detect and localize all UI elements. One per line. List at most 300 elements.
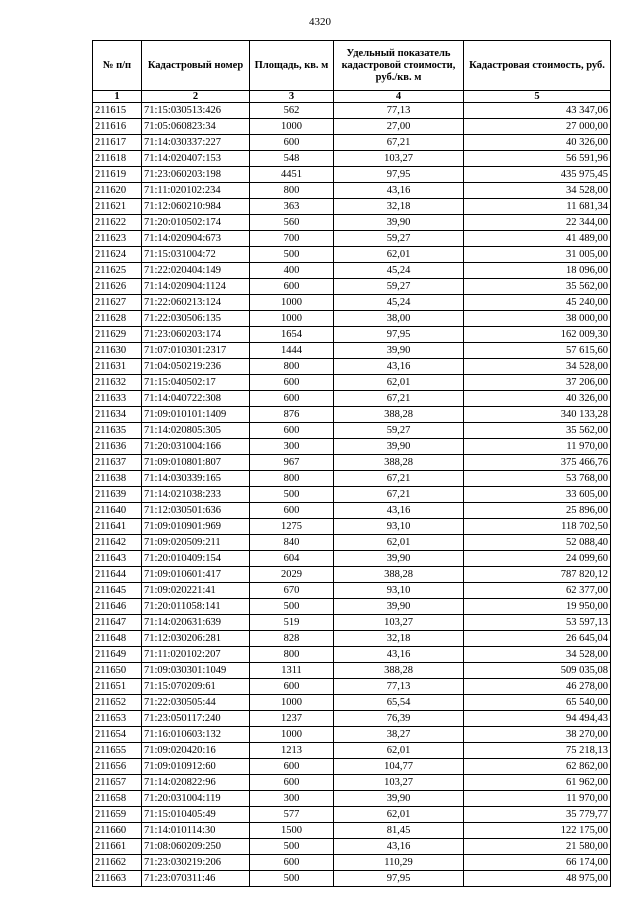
cadastral-number-cell: 71:14:010114:30 (142, 823, 250, 839)
unit-value-cell: 388,28 (334, 567, 464, 583)
cadastral-value-cell: 35 562,00 (464, 423, 611, 439)
cadastral-number-cell: 71:09:010101:1409 (142, 407, 250, 423)
header-cadastral-value: Кадастровая стоимость, руб. (464, 41, 611, 91)
table-row (93, 535, 611, 551)
unit-value-cell: 38,00 (334, 311, 464, 327)
area-cell: 600 (250, 855, 334, 871)
area-cell: 1213 (250, 743, 334, 759)
unit-value-cell: 45,24 (334, 263, 464, 279)
table-row (93, 471, 611, 487)
cadastral-number-cell: 71:04:050219:236 (142, 359, 250, 375)
unit-value-cell: 62,01 (334, 743, 464, 759)
area-cell: 1000 (250, 311, 334, 327)
area-cell: 700 (250, 231, 334, 247)
row-number-cell: 211656 (93, 759, 142, 775)
area-cell: 300 (250, 791, 334, 807)
unit-value-cell: 110,29 (334, 855, 464, 871)
row-number-cell: 211633 (93, 391, 142, 407)
area-cell: 500 (250, 871, 334, 887)
unit-value-cell: 39,90 (334, 439, 464, 455)
table-row (93, 503, 611, 519)
row-number-cell: 211629 (93, 327, 142, 343)
cadastral-number-cell: 71:14:020904:673 (142, 231, 250, 247)
area-cell: 1000 (250, 695, 334, 711)
unit-value-cell: 97,95 (334, 167, 464, 183)
cadastral-value-cell: 34 528,00 (464, 359, 611, 375)
area-cell: 800 (250, 647, 334, 663)
row-number-cell: 211630 (93, 343, 142, 359)
area-cell: 600 (250, 375, 334, 391)
cadastral-number-cell: 71:23:030219:206 (142, 855, 250, 871)
cadastral-number-cell: 71:12:030206:281 (142, 631, 250, 647)
area-cell: 562 (250, 103, 334, 119)
row-number-cell: 211618 (93, 151, 142, 167)
row-number-cell: 211662 (93, 855, 142, 871)
area-cell: 600 (250, 503, 334, 519)
cadastral-value-cell: 94 494,43 (464, 711, 611, 727)
table-row (93, 391, 611, 407)
row-number-cell: 211659 (93, 807, 142, 823)
header-cadastral-number: Кадастровый номер (142, 41, 250, 91)
row-number-cell: 211623 (93, 231, 142, 247)
cadastral-number-cell: 71:20:031004:119 (142, 791, 250, 807)
cadastral-value-cell: 57 615,60 (464, 343, 611, 359)
table-row (93, 247, 611, 263)
table-row (93, 199, 611, 215)
cadastral-value-cell: 56 591,96 (464, 151, 611, 167)
header-unit-value: Удельный показатель кадастровой стоимости, руб./кв. м (334, 41, 464, 91)
cadastral-value-cell: 34 528,00 (464, 647, 611, 663)
cadastral-value-cell: 40 326,00 (464, 135, 611, 151)
cadastral-value-cell: 24 099,60 (464, 551, 611, 567)
cadastral-value-cell: 45 240,00 (464, 295, 611, 311)
unit-value-cell: 59,27 (334, 231, 464, 247)
cadastral-value-cell: 19 950,00 (464, 599, 611, 615)
cadastral-number-cell: 71:05:060823:34 (142, 119, 250, 135)
table-row (93, 359, 611, 375)
unit-value-cell: 39,90 (334, 343, 464, 359)
unit-value-cell: 388,28 (334, 663, 464, 679)
table-row (93, 647, 611, 663)
row-number-cell: 211638 (93, 471, 142, 487)
unit-value-cell: 43,16 (334, 647, 464, 663)
unit-value-cell: 32,18 (334, 199, 464, 215)
cadastral-number-cell: 71:09:030301:1049 (142, 663, 250, 679)
cadastral-number-cell: 71:09:010901:969 (142, 519, 250, 535)
area-cell: 519 (250, 615, 334, 631)
cadastral-value-cell: 22 344,00 (464, 215, 611, 231)
cadastral-value-cell: 18 096,00 (464, 263, 611, 279)
unit-value-cell: 27,00 (334, 119, 464, 135)
row-number-cell: 211639 (93, 487, 142, 503)
unit-value-cell: 67,21 (334, 471, 464, 487)
cadastral-number-cell: 71:14:020805:305 (142, 423, 250, 439)
row-number-cell: 211657 (93, 775, 142, 791)
cadastral-value-cell: 62 862,00 (464, 759, 611, 775)
column-number-row (93, 91, 611, 103)
row-number-cell: 211646 (93, 599, 142, 615)
cadastral-number-cell: 71:15:030513:426 (142, 103, 250, 119)
table-row (93, 871, 611, 887)
row-number-cell: 211651 (93, 679, 142, 695)
cadastral-number-cell: 71:07:010301:2317 (142, 343, 250, 359)
unit-value-cell: 39,90 (334, 791, 464, 807)
area-cell: 967 (250, 455, 334, 471)
cadastral-number-cell: 71:14:021038:233 (142, 487, 250, 503)
cadastral-number-cell: 71:15:010405:49 (142, 807, 250, 823)
cadastral-number-cell: 71:11:020102:234 (142, 183, 250, 199)
unit-value-cell: 76,39 (334, 711, 464, 727)
row-number-cell: 211655 (93, 743, 142, 759)
row-number-cell: 211650 (93, 663, 142, 679)
unit-value-cell: 77,13 (334, 103, 464, 119)
cadastral-value-cell: 48 975,00 (464, 871, 611, 887)
cadastral-value-cell: 53 768,00 (464, 471, 611, 487)
cadastral-number-cell: 71:20:010502:174 (142, 215, 250, 231)
table-row (93, 583, 611, 599)
cadastral-value-cell: 61 962,00 (464, 775, 611, 791)
cadastral-number-cell: 71:11:020102:207 (142, 647, 250, 663)
cadastral-number-cell: 71:15:031004:72 (142, 247, 250, 263)
table-row (93, 135, 611, 151)
cadastral-value-cell: 118 702,50 (464, 519, 611, 535)
row-number-cell: 211620 (93, 183, 142, 199)
column-number: 1 (93, 91, 142, 103)
cadastral-number-cell: 71:14:020407:153 (142, 151, 250, 167)
area-cell: 548 (250, 151, 334, 167)
table-row (93, 103, 611, 119)
unit-value-cell: 67,21 (334, 135, 464, 151)
area-cell: 1500 (250, 823, 334, 839)
row-number-cell: 211634 (93, 407, 142, 423)
cadastral-number-cell: 71:14:030337:227 (142, 135, 250, 151)
row-number-cell: 211647 (93, 615, 142, 631)
row-number-cell: 211642 (93, 535, 142, 551)
table-row (93, 311, 611, 327)
area-cell: 600 (250, 679, 334, 695)
row-number-cell: 211621 (93, 199, 142, 215)
row-number-cell: 211643 (93, 551, 142, 567)
table-row (93, 455, 611, 471)
cadastral-number-cell: 71:23:060203:198 (142, 167, 250, 183)
table-row (93, 423, 611, 439)
row-number-cell: 211645 (93, 583, 142, 599)
cadastral-value-cell: 43 347,06 (464, 103, 611, 119)
column-number: 4 (334, 91, 464, 103)
table-body (93, 103, 611, 887)
unit-value-cell: 103,27 (334, 615, 464, 631)
unit-value-cell: 65,54 (334, 695, 464, 711)
row-number-cell: 211628 (93, 311, 142, 327)
table-row (93, 551, 611, 567)
table-row (93, 743, 611, 759)
cadastral-value-cell: 509 035,08 (464, 663, 611, 679)
unit-value-cell: 62,01 (334, 375, 464, 391)
table-row (93, 519, 611, 535)
area-cell: 300 (250, 439, 334, 455)
column-number: 5 (464, 91, 611, 103)
cadastral-number-cell: 71:23:070311:46 (142, 871, 250, 887)
cadastral-number-cell: 71:14:030339:165 (142, 471, 250, 487)
cadastral-value-cell: 122 175,00 (464, 823, 611, 839)
row-number-cell: 211624 (93, 247, 142, 263)
area-cell: 800 (250, 183, 334, 199)
area-cell: 670 (250, 583, 334, 599)
area-cell: 577 (250, 807, 334, 823)
table-row (93, 807, 611, 823)
area-cell: 4451 (250, 167, 334, 183)
area-cell: 1444 (250, 343, 334, 359)
cadastral-value-cell: 25 896,00 (464, 503, 611, 519)
cadastral-value-cell: 75 218,13 (464, 743, 611, 759)
cadastral-value-cell: 787 820,12 (464, 567, 611, 583)
cadastral-value-cell: 66 174,00 (464, 855, 611, 871)
cadastral-number-cell: 71:09:010801:807 (142, 455, 250, 471)
unit-value-cell: 77,13 (334, 679, 464, 695)
area-cell: 1000 (250, 727, 334, 743)
cadastral-table (92, 40, 611, 887)
cadastral-value-cell: 40 326,00 (464, 391, 611, 407)
area-cell: 600 (250, 759, 334, 775)
table-row (93, 775, 611, 791)
cadastral-value-cell: 33 605,00 (464, 487, 611, 503)
row-number-cell: 211640 (93, 503, 142, 519)
row-number-cell: 211654 (93, 727, 142, 743)
cadastral-value-cell: 41 489,00 (464, 231, 611, 247)
table-row (93, 263, 611, 279)
area-cell: 500 (250, 487, 334, 503)
unit-value-cell: 81,45 (334, 823, 464, 839)
cadastral-number-cell: 71:23:050117:240 (142, 711, 250, 727)
cadastral-number-cell: 71:09:020221:41 (142, 583, 250, 599)
header-row-number: № п/п (93, 41, 142, 91)
table-row (93, 599, 611, 615)
table-row (93, 759, 611, 775)
page-number: 4320 (309, 16, 331, 28)
cadastral-number-cell: 71:16:010603:132 (142, 727, 250, 743)
cadastral-number-cell: 71:20:010409:154 (142, 551, 250, 567)
cadastral-value-cell: 340 133,28 (464, 407, 611, 423)
cadastral-number-cell: 71:22:030506:135 (142, 311, 250, 327)
unit-value-cell: 388,28 (334, 455, 464, 471)
cadastral-value-cell: 11 970,00 (464, 439, 611, 455)
area-cell: 2029 (250, 567, 334, 583)
area-cell: 800 (250, 359, 334, 375)
table-row (93, 231, 611, 247)
area-cell: 500 (250, 839, 334, 855)
table-row (93, 215, 611, 231)
cadastral-value-cell: 162 009,30 (464, 327, 611, 343)
unit-value-cell: 97,95 (334, 871, 464, 887)
row-number-cell: 211652 (93, 695, 142, 711)
area-cell: 600 (250, 775, 334, 791)
column-number: 2 (142, 91, 250, 103)
cadastral-value-cell: 62 377,00 (464, 583, 611, 599)
unit-value-cell: 67,21 (334, 391, 464, 407)
cadastral-number-cell: 71:14:040722:308 (142, 391, 250, 407)
cadastral-value-cell: 46 278,00 (464, 679, 611, 695)
row-number-cell: 211622 (93, 215, 142, 231)
unit-value-cell: 103,27 (334, 775, 464, 791)
area-cell: 1654 (250, 327, 334, 343)
table-row (93, 439, 611, 455)
cadastral-number-cell: 71:08:060209:250 (142, 839, 250, 855)
area-cell: 1000 (250, 119, 334, 135)
cadastral-value-cell: 375 466,76 (464, 455, 611, 471)
cadastral-value-cell: 21 580,00 (464, 839, 611, 855)
area-cell: 400 (250, 263, 334, 279)
unit-value-cell: 38,27 (334, 727, 464, 743)
table-row (93, 167, 611, 183)
area-cell: 500 (250, 247, 334, 263)
unit-value-cell: 43,16 (334, 359, 464, 375)
cadastral-value-cell: 31 005,00 (464, 247, 611, 263)
cadastral-number-cell: 71:22:060213:124 (142, 295, 250, 311)
unit-value-cell: 103,27 (334, 151, 464, 167)
unit-value-cell: 43,16 (334, 839, 464, 855)
table-row (93, 823, 611, 839)
row-number-cell: 211658 (93, 791, 142, 807)
area-cell: 600 (250, 423, 334, 439)
table-row (93, 375, 611, 391)
cadastral-value-cell: 37 206,00 (464, 375, 611, 391)
table-row (93, 615, 611, 631)
cadastral-value-cell: 34 528,00 (464, 183, 611, 199)
row-number-cell: 211653 (93, 711, 142, 727)
row-number-cell: 211619 (93, 167, 142, 183)
cadastral-value-cell: 11 970,00 (464, 791, 611, 807)
table-row (93, 663, 611, 679)
cadastral-value-cell: 435 975,45 (464, 167, 611, 183)
unit-value-cell: 39,90 (334, 551, 464, 567)
unit-value-cell: 62,01 (334, 535, 464, 551)
row-number-cell: 211636 (93, 439, 142, 455)
row-number-cell: 211648 (93, 631, 142, 647)
row-number-cell: 211615 (93, 103, 142, 119)
table-row (93, 727, 611, 743)
area-cell: 500 (250, 599, 334, 615)
table-row (93, 855, 611, 871)
row-number-cell: 211617 (93, 135, 142, 151)
unit-value-cell: 32,18 (334, 631, 464, 647)
cadastral-number-cell: 71:12:030501:636 (142, 503, 250, 519)
unit-value-cell: 39,90 (334, 215, 464, 231)
cadastral-number-cell: 71:14:020631:639 (142, 615, 250, 631)
row-number-cell: 211635 (93, 423, 142, 439)
header-area: Площадь, кв. м (250, 41, 334, 91)
unit-value-cell: 93,10 (334, 583, 464, 599)
row-number-cell: 211632 (93, 375, 142, 391)
cadastral-number-cell: 71:22:030505:44 (142, 695, 250, 711)
row-number-cell: 211627 (93, 295, 142, 311)
table-row (93, 183, 611, 199)
unit-value-cell: 388,28 (334, 407, 464, 423)
row-number-cell: 211663 (93, 871, 142, 887)
cadastral-value-cell: 27 000,00 (464, 119, 611, 135)
cadastral-number-cell: 71:20:031004:166 (142, 439, 250, 455)
cadastral-number-cell: 71:20:011058:141 (142, 599, 250, 615)
area-cell: 1275 (250, 519, 334, 535)
cadastral-value-cell: 53 597,13 (464, 615, 611, 631)
table-row (93, 151, 611, 167)
row-number-cell: 211631 (93, 359, 142, 375)
header-row (93, 41, 611, 91)
unit-value-cell: 104,77 (334, 759, 464, 775)
table-row (93, 487, 611, 503)
unit-value-cell: 43,16 (334, 183, 464, 199)
row-number-cell: 211637 (93, 455, 142, 471)
unit-value-cell: 62,01 (334, 247, 464, 263)
unit-value-cell: 62,01 (334, 807, 464, 823)
area-cell: 840 (250, 535, 334, 551)
area-cell: 560 (250, 215, 334, 231)
unit-value-cell: 67,21 (334, 487, 464, 503)
table-row (93, 567, 611, 583)
row-number-cell: 211644 (93, 567, 142, 583)
row-number-cell: 211641 (93, 519, 142, 535)
area-cell: 800 (250, 471, 334, 487)
table-row (93, 279, 611, 295)
table-row (93, 327, 611, 343)
unit-value-cell: 59,27 (334, 423, 464, 439)
table-row (93, 119, 611, 135)
cadastral-number-cell: 71:09:010601:417 (142, 567, 250, 583)
area-cell: 828 (250, 631, 334, 647)
table-row (93, 839, 611, 855)
area-cell: 600 (250, 135, 334, 151)
table-row (93, 631, 611, 647)
unit-value-cell: 43,16 (334, 503, 464, 519)
cadastral-value-cell: 26 645,04 (464, 631, 611, 647)
area-cell: 600 (250, 391, 334, 407)
row-number-cell: 211661 (93, 839, 142, 855)
area-cell: 876 (250, 407, 334, 423)
table-row (93, 711, 611, 727)
table-row (93, 791, 611, 807)
unit-value-cell: 59,27 (334, 279, 464, 295)
cadastral-number-cell: 71:22:020404:149 (142, 263, 250, 279)
table-row (93, 679, 611, 695)
column-number: 3 (250, 91, 334, 103)
unit-value-cell: 45,24 (334, 295, 464, 311)
area-cell: 1237 (250, 711, 334, 727)
cadastral-number-cell: 71:15:070209:61 (142, 679, 250, 695)
cadastral-value-cell: 38 270,00 (464, 727, 611, 743)
cadastral-number-cell: 71:14:020822:96 (142, 775, 250, 791)
table-row (93, 407, 611, 423)
unit-value-cell: 93,10 (334, 519, 464, 535)
table-row (93, 343, 611, 359)
area-cell: 363 (250, 199, 334, 215)
cadastral-number-cell: 71:12:060210:984 (142, 199, 250, 215)
row-number-cell: 211649 (93, 647, 142, 663)
area-cell: 1000 (250, 295, 334, 311)
cadastral-number-cell: 71:14:020904:1124 (142, 279, 250, 295)
area-cell: 600 (250, 279, 334, 295)
cadastral-number-cell: 71:09:020420:16 (142, 743, 250, 759)
row-number-cell: 211660 (93, 823, 142, 839)
table-row (93, 295, 611, 311)
cadastral-value-cell: 35 562,00 (464, 279, 611, 295)
cadastral-number-cell: 71:23:060203:174 (142, 327, 250, 343)
unit-value-cell: 39,90 (334, 599, 464, 615)
row-number-cell: 211625 (93, 263, 142, 279)
cadastral-value-cell: 65 540,00 (464, 695, 611, 711)
row-number-cell: 211616 (93, 119, 142, 135)
table-row (93, 695, 611, 711)
cadastral-value-cell: 35 779,77 (464, 807, 611, 823)
cadastral-number-cell: 71:15:040502:17 (142, 375, 250, 391)
